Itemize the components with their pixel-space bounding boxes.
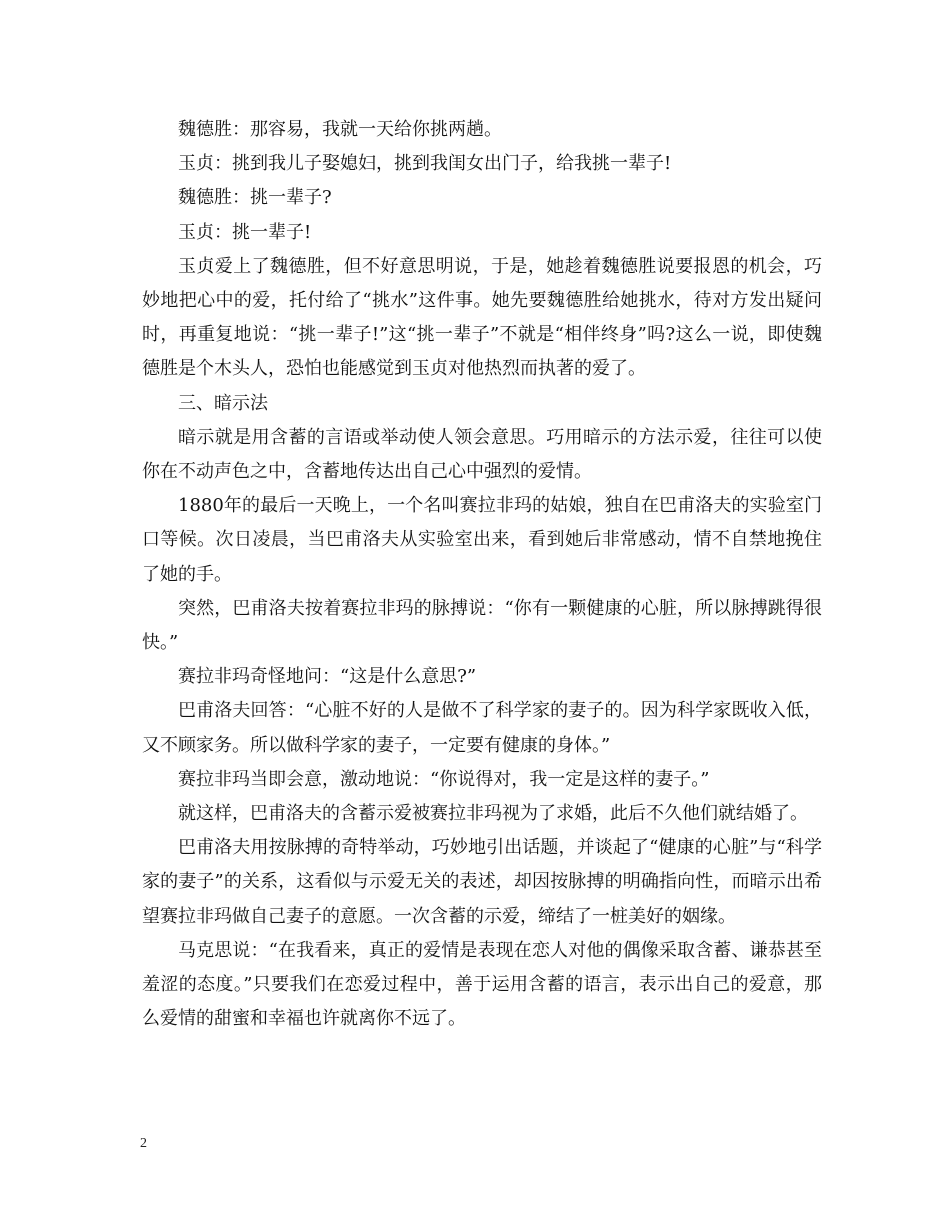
dialogue-line: 玉贞：挑到我儿子娶媳妇，挑到我闺女出门子，给我挑一辈子! (178, 153, 672, 175)
body-paragraph: 赛拉非玛奇怪地问：“这是什么意思?” (178, 666, 477, 688)
document-body (142, 113, 822, 1036)
page-number: 2 (140, 1136, 147, 1151)
body-paragraph: 玉贞爱上了魏德胜，但不好意思明说，于是，她趁着魏德胜说要报恩的机会，巧妙地把心中的爱，托付给了“挑水”这件事。她先要魏德胜给她挑水，待对方发出疑问时，再重复地说：“挑一辈子!”这“挑一辈子”不就是“相伴终身”吗?这么一说，即使魏德胜是个木头人，恐怕也能感觉到玉贞对他热烈而执著的爱了。 (142, 255, 822, 380)
body-paragraph: 巴甫洛夫回答：“心脏不好的人是做不了科学家的妻子的。因为科学家既收入低，又不顾家务。所以做科学家的妻子，一定要有健康的身体。” (142, 700, 822, 756)
body-paragraph: 赛拉非玛当即会意，激动地说：“你说得对，我一定是这样的妻子。” (178, 768, 710, 790)
body-paragraph: 暗示就是用含蓄的言语或举动使人领会意思。巧用暗示的方法示爱，往往可以使你在不动声色之中，含蓄地传达出自己心中强烈的爱情。 (142, 426, 822, 483)
dialogue-line: 魏德胜：那容易，我就一天给你挑两趟。 (178, 119, 502, 140)
dialogue-line: 魏德胜：挑一辈子? (178, 187, 332, 209)
body-paragraph: 突然，巴甫洛夫按着赛拉非玛的脉搏说：“你有一颗健康的心脏，所以脉搏跳得很快。” (142, 597, 822, 654)
dialogue-line: 玉贞：挑一辈子! (178, 221, 312, 243)
body-paragraph: 1880年的最后一天晚上，一个名叫赛拉非玛的姑娘，独自在巴甫洛夫的实验室门口等候。次日凌晨，当巴甫洛夫从实验室出来，看到她后非常感动，情不自禁地挽住了她的手。 (142, 495, 822, 585)
body-paragraph: 巴甫洛夫用按脉搏的奇特举动，巧妙地引出话题，并谈起了“健康的心脏”与“科学家的妻子”的关系，这看似与示爱无关的表述，却因按脉搏的明确指向性，而暗示出希望赛拉非玛做自己妻子的意愿。一次含蓄的示爱，缔结了一桩美好的姻缘。 (142, 837, 822, 927)
section-heading: 三、暗示法 (178, 392, 268, 414)
body-paragraph: 马克思说：“在我看来，真正的爱情是表现在恋人对他的偶像采取含蓄、谦恭甚至羞涩的态度。”只要我们在恋爱过程中，善于运用含蓄的语言，表示出自己的爱意，那么爱情的甜蜜和幸福也许就离你不远了。 (142, 939, 822, 1030)
body-paragraph: 就这样，巴甫洛夫的含蓄示爱被赛拉非玛视为了求婚，此后不久他们就结婚了。 (178, 803, 808, 825)
